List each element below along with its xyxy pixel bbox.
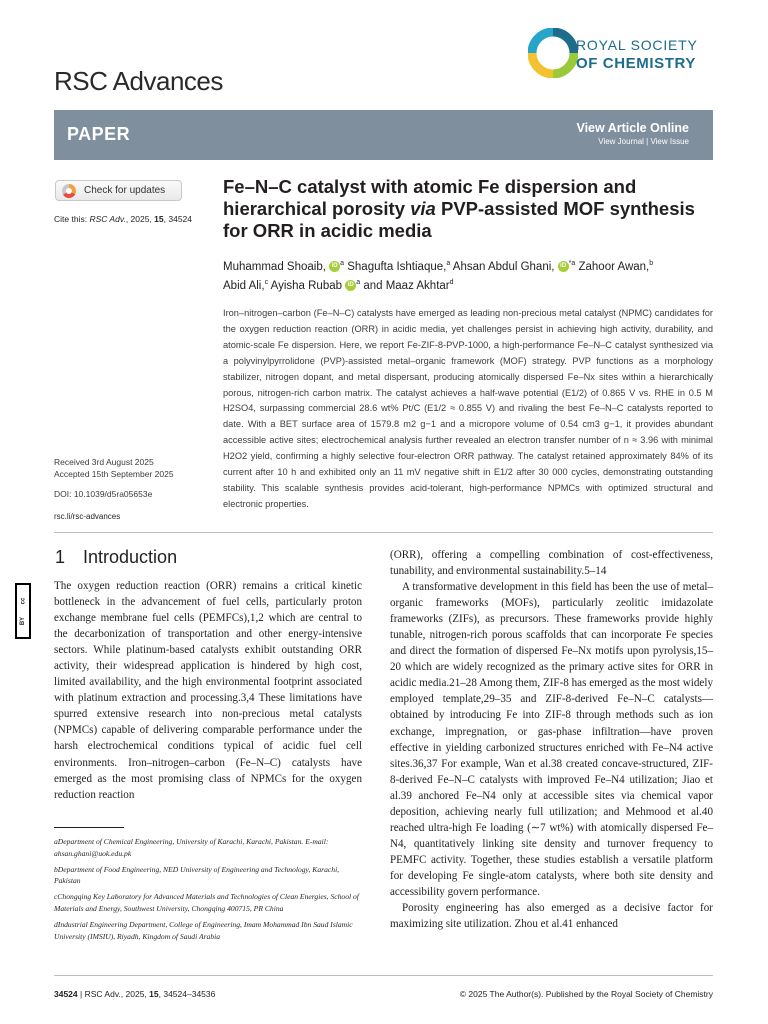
author-name[interactable]: and Maaz Akhtar — [360, 279, 450, 292]
orcid-icon[interactable]: iD — [329, 261, 340, 272]
cite-rest-a: , 2025, — [125, 214, 155, 224]
accepted-date: Accepted 15th September 2025 — [54, 469, 174, 479]
cite-this — [54, 214, 192, 224]
journal-link[interactable]: rsc.li/rsc-advances — [54, 512, 121, 521]
paragraph: The oxygen reduction reaction (ORR) remains a critical kinetic bottleneck in the advancement of fuel cells, particularly proton exchange membrane fuel cells (PEMFCs),1,2 which are central to the decarbonization of transportation and other energy-intensive sectors. While platinum-based catalysts exhibit outstanding ORR activity, their widespread application is hindered by high cost, limited availability, and the high environmental footprint associated with platinum extraction and processing.3,4 These limitations have spurred extensive research into non-precious metal catalysts (NPMCs) capable of delivering comparable performance under the harsh electrochemical conditions typical of acidic fuel cell environments. Iron–nitrogen–carbon (Fe–N–C) catalysts have emerged as the most promising class of NPMCs for the oxygen reduction reaction — [54, 580, 362, 801]
footer-volume: 15 — [149, 989, 159, 999]
title-part1: Fe–N–C catalyst with atomic Fe dispersion and hierarchical porosity — [223, 176, 637, 219]
footer-pages: , 34524–34536 — [158, 989, 216, 999]
rsc-circle-icon — [528, 28, 578, 78]
orcid-icon[interactable]: iD — [558, 261, 569, 272]
publisher-line2: OF CHEMISTRY — [576, 55, 696, 72]
footer-sep: | — [77, 989, 85, 999]
page-number: 34524 — [54, 989, 78, 999]
title-part2: PVP-assisted MOF synthesis for ORR in acidic media — [223, 198, 695, 241]
affiliation-mark: *a — [568, 260, 576, 267]
article-title — [223, 176, 713, 242]
page-footer-citation — [54, 989, 215, 999]
abstract — [223, 306, 713, 513]
cc-by-license-icon[interactable] — [15, 583, 31, 639]
paragraph: A transformative development in this field has been the use of metal–organic frameworks (MOFs), particularly zeolitic imidazolate frameworks (ZIFs), as precursors. These frameworks provide highly tunable, nitrogen-rich porous scaffolds that can incorporate Fe species and direct the formation of dispersed Fe–Nx motifs upon pyrolysis,15–20 which are widely recognized as the primary active sites for ORR in acidic media.21–28 Among them, ZIF-8 has emerged as the most widely employed template,29–35 and ZIF-8-derived Fe–N–C catalysts—obtained by introducing Fe into ZIF-8 through methods such as ion exchange, impregnation, or gas-phase infiltration—have proven effective in yielding carbonized structures enriched with Fe–N4 active sites.36,37 For example, Wan et al.38 created concave-structured, ZIF-8-derived Fe–N–C catalysts with improved Fe–N4 utilization; Jiao et al.39 anchored Fe–N4 only at accessible sites via chemical vapor deposition, achieving nearly full utilization; and Mehmood et al.40 reached ultra-high Fe loading (∼7 wt%) with atomically dispersed Fe–N4, quantitatively linking site density and turnover frequency to PEMFC activity. Together, these studies establish a versatile platform for developing Fe single-atom catalysts, where both site density and accessibility govern performance. — [390, 581, 713, 898]
affiliation-mark: b — [649, 260, 654, 267]
paragraph: Porosity engineering has also emerged as a decisive factor for maximizing site utilization. Zhou et al.41 enhanced — [390, 902, 713, 931]
article-type: PAPER — [67, 124, 131, 144]
crossmark-icon — [62, 184, 76, 198]
section-title: Introduction — [83, 547, 178, 567]
body-column-left — [54, 578, 362, 803]
view-issue-link[interactable]: View Issue — [650, 137, 689, 146]
divider — [54, 532, 713, 533]
copyright: © 2025 The Author(s). Published by the Royal Society of Chemistry — [459, 989, 713, 999]
footnote: dIndustrial Engineering Department, College of Engineering, Imam Mohammad Ibn Saud Islamic University (IMSIU), Riyadh, Kingdom of Saudi Arabia — [54, 919, 353, 941]
author-name[interactable]: Abid Ali, — [223, 279, 265, 292]
author-name[interactable]: Zahoor Awan, — [575, 260, 650, 273]
check-updates-label: Check for updates — [84, 185, 166, 196]
by-label: BY — [20, 616, 26, 625]
body-column-right — [390, 547, 713, 932]
section-number: 1 — [55, 547, 66, 567]
article-type-banner — [54, 110, 713, 160]
author-name[interactable]: Ayisha Rubab — [268, 279, 343, 292]
section-heading — [55, 547, 177, 568]
doi[interactable]: DOI: 10.1039/d5ra05653e — [54, 489, 153, 499]
cite-rest-b: , 34524 — [163, 214, 193, 224]
footnote-rule — [54, 827, 124, 828]
affiliation-footnotes — [54, 836, 362, 946]
footnote: bDepartment of Food Engineering, NED University of Engineering and Technology, Karachi, Pakistan — [54, 864, 340, 886]
view-article-online-link[interactable]: View Article Online — [576, 121, 689, 135]
author-name[interactable]: Shagufta Ishtiaque, — [344, 260, 447, 273]
author-list — [223, 256, 713, 294]
orcid-icon[interactable]: iD — [345, 280, 356, 291]
cite-journal: RSC Adv. — [89, 214, 126, 224]
banner-links — [598, 137, 689, 146]
affiliation-mark: a — [446, 260, 451, 267]
affiliation-mark: d — [449, 278, 454, 286]
received-accepted — [54, 456, 174, 480]
title-via: via — [410, 198, 436, 219]
cc-label: cc — [20, 597, 26, 605]
cite-prefix: Cite this: — [54, 214, 90, 224]
banner-separator: | — [643, 137, 651, 146]
publisher-logo[interactable] — [528, 28, 718, 84]
author-name[interactable]: Ahsan Abdul Ghani, — [450, 260, 555, 273]
footnote: cChongqing Key Laboratory for Advanced Materials and Technologies of Clean Energies, School of Materials and Energy, Southwest University, Chongqing 400715, PR China — [54, 892, 359, 913]
affiliation-mark: a — [356, 278, 361, 286]
view-journal-link[interactable]: View Journal — [598, 137, 644, 146]
affiliation-mark: c — [264, 278, 269, 286]
author-name[interactable]: Muhammad Shoaib, — [223, 260, 326, 273]
footnote: aDepartment of Chemical Engineering, University of Karachi, Karachi, Pakistan. E-mail: ahsan.ghani@uok.edu.pk — [54, 837, 329, 858]
paragraph: (ORR), offering a compelling combination of cost-effectiveness, tunability, and environmental sustainability.5–14 — [390, 549, 713, 578]
check-updates-button[interactable] — [55, 180, 182, 201]
received-date: Received 3rd August 2025 — [54, 457, 154, 467]
cite-volume: 15 — [154, 214, 164, 224]
journal-name: RSC Advances — [54, 66, 223, 96]
divider — [54, 975, 713, 976]
publisher-line1: ROYAL SOCIETY — [576, 37, 698, 53]
abstract-text: Iron–nitrogen–carbon (Fe–N–C) catalysts have emerged as leading non-precious metal catalyst (NPMC) candidates for the oxygen reduction reaction (ORR) in acidic media, yet challenges persist in achieving high activity, durability, and atomic-scale Fe dispersion. Here, we report Fe-ZIF-8-PVP-1000, a high-performance Fe–N–C catalyst synthesized via a polyvinylpyrrolidone (PVP)-assisted metal–organic framework (MOF) strategy. PVP functions as a morphology stabilizer, nitrogen dopant, and metal dispersant, producing atomically dispersed Fe–Nx sites within a hierarchically porous, nitrogen-rich carbon matrix. The catalyst achieves a half-wave potential (E1/2) of 0.865 V vs. RHE in 0.5 M H2SO4, surpassing commercial 28.6 wt% Pt/C (E1/2 ≈ 0.855 V) and rivaling the best Fe–N–C catalysts reported to date. With a BET surface area of 1579.8 m2 g−1 and a micropore volume of 0.54 cm3 g−1, it provides abundant accessible active sites; electrochemical analysis further revealed an electron transfer number of n ≈ 3.96 with minimal H2O2 yield, confirming a highly selective four-electron ORR pathway. The catalyst retained approximately 84% of its current after 10 h and exhibited only an 11 mV negative shift in E1/2 after 30 000 cycles, demonstrating outstanding stability. This scalable synthesis provides acid-tolerant, high-performance NPMCs with optimized structural and electronic properties. — [223, 308, 713, 509]
footer-cite: RSC Adv., 2025, — [84, 989, 150, 999]
affiliation-mark: a — [340, 260, 345, 267]
